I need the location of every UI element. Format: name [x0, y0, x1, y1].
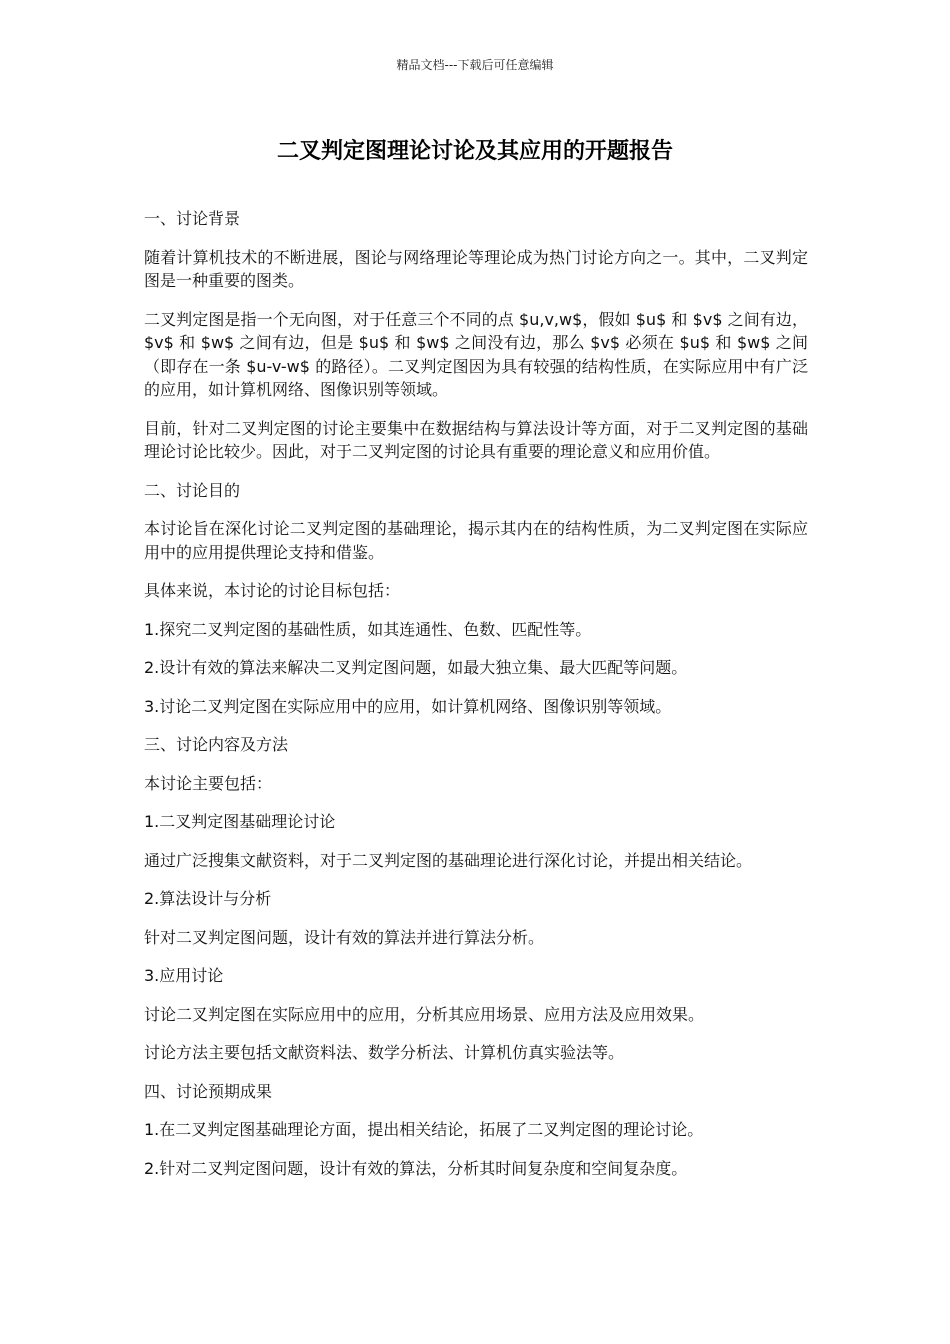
- list-item-result-1: 1.在二叉判定图基础理论方面，提出相关结论，拓展了二叉判定图的理论讨论。: [144, 1120, 704, 1139]
- section-heading-expected-results: 四、讨论预期成果: [144, 1081, 273, 1101]
- list-item-goal-3: 3.讨论二叉判定图在实际应用中的应用，如计算机网络、图像识别等领域。: [144, 696, 672, 716]
- paragraph-methods: 讨论方法主要包括文献资料法、数学分析法、计算机仿真实验法等。: [144, 1043, 625, 1062]
- list-item-content-3: 3.应用讨论: [144, 966, 224, 985]
- paragraph-purpose: 本讨论旨在深化讨论二叉判定图的基础理论，揭示其内在的结构性质，为二叉判定图在实际应用中的应用提供理论支持和借鉴。: [144, 519, 808, 562]
- paragraph-definition: 二叉判定图是指一个无向图，对于任意三个不同的点 $u,v,w$，假如 $u$ 和 $v$ 之间有边，$v$ 和 $w$ 之间有边，但是 $u$ 和 $w$ 之间没有边，那么 $v$ 必须在 $u$ 和 $w$ 之间（即存在一条 $u-v-w$ 的路径）。二叉判定图因为具有较强的结构性质，在实际应用中有广泛的应用，如计算机网络、图像识别等领域。: [144, 309, 808, 399]
- section-heading-content-methods: 三、讨论内容及方法: [144, 735, 289, 754]
- paragraph-content-2-detail: 针对二叉判定图问题，设计有效的算法并进行算法分析。: [144, 927, 545, 947]
- list-item-goal-1: 1.探究二叉判定图的基础性质，如其连通性、色数、匹配性等。: [144, 619, 592, 639]
- paragraph-content-intro: 本讨论主要包括：: [144, 773, 273, 793]
- paragraph-background-intro: 随着计算机技术的不断进展，图论与网络理论等理论成为热门讨论方向之一。其中，二叉判定图是一种重要的图类。: [144, 247, 808, 290]
- list-item-content-2: 2.算法设计与分析: [144, 889, 272, 908]
- list-item-result-2: 2.针对二叉判定图问题，设计有效的算法，分析其时间复杂度和空间复杂度。: [144, 1158, 688, 1178]
- section-heading-purpose: 二、讨论目的: [144, 480, 241, 500]
- header-note: 精品文档---下载后可任意编辑: [396, 58, 554, 72]
- paragraph-content-1-detail: 通过广泛搜集文献资料，对于二叉判定图的基础理论进行深化讨论，并提出相关结论。: [144, 850, 753, 870]
- list-item-content-1: 1.二叉判定图基础理论讨论: [144, 812, 336, 831]
- section-heading-background: 一、讨论背景: [144, 209, 241, 228]
- paragraph-current-status: 目前，针对二叉判定图的讨论主要集中在数据结构与算法设计等方面，对于二叉判定图的基础理论讨论比较少。因此，对于二叉判定图的讨论具有重要的理论意义和应用价值。: [144, 418, 808, 461]
- paragraph-goals-intro: 具体来说，本讨论的讨论目标包括：: [144, 581, 401, 600]
- list-item-goal-2: 2.设计有效的算法来解决二叉判定图问题，如最大独立集、最大匹配等问题。: [144, 658, 688, 677]
- document-body: [144, 207, 808, 1195]
- document-title: 二叉判定图理论讨论及其应用的开题报告: [276, 139, 673, 164]
- paragraph-content-3-detail: 讨论二叉判定图在实际应用中的应用，分析其应用场景、应用方法及应用效果。: [144, 1004, 705, 1024]
